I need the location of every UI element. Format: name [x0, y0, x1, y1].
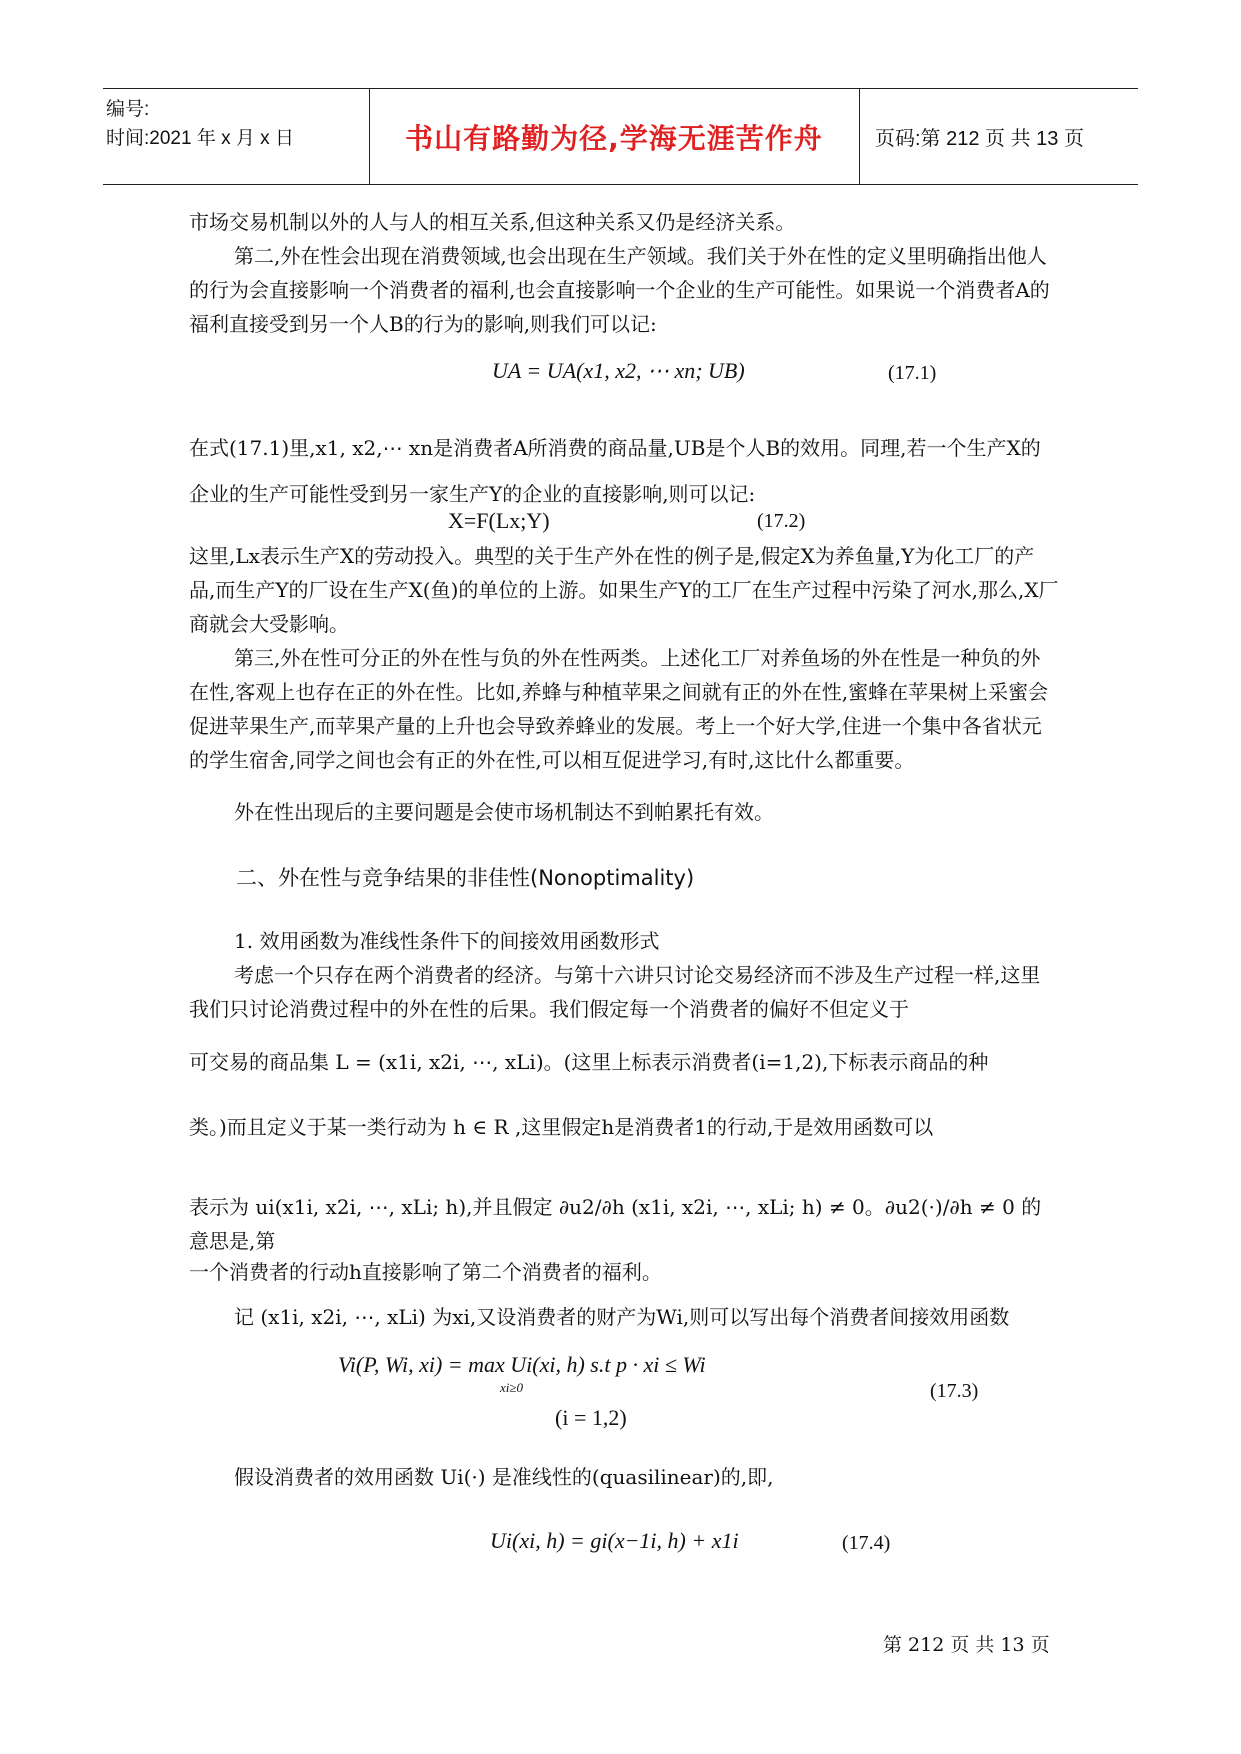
header-time-label: 时间:2021 年 x 月 x 日 — [106, 128, 294, 149]
paragraph-8: 可交易的商品集 L = (x1i, x2i, ⋯, xLi)。(这里上标表示消费者(i=1,2),下标表示商品的种 — [189, 1050, 989, 1074]
header-page-info: 页码:第 212 页 共 13 页 — [875, 128, 1084, 150]
equation-17-3-number: (17.3) — [930, 1380, 979, 1402]
paragraph-6: 外在性出现后的主要问题是会使市场机制达不到帕累托有效。 — [234, 800, 774, 824]
paragraph-12: 记 (x1i, x2i, ⋯, xLi) 为xi,又设消费者的财产为Wi,则可以写出每个消费者间接效用函数 — [234, 1305, 1010, 1329]
header-meta — [103, 89, 370, 184]
paragraph-9: 类。)而且定义于某一类行动为 h ∈ R ,这里假定h是消费者1的行动,于是效用函数可以 — [189, 1115, 934, 1139]
paragraph-7: 考虑一个只存在两个消费者的经济。与第十六讲只讨论交易经济而不涉及生产过程一样,这里我们只讨论消费过程中的外在性的后果。我们假定每一个消费者的偏好不但定义于 — [189, 963, 1041, 1021]
subsection-heading: 1. 效用函数为准线性条件下的间接效用函数形式 — [234, 929, 660, 953]
paragraph-4: 这里,Lx表示生产X的劳动投入。典型的关于生产外在性的例子是,假定X为养鱼量,Y为化工厂的产品,而生产Y的厂设在生产X(鱼)的单位的上游。如果生产Y的工厂在生产过程中污染了河水,那么,X厂商就会大受影响。 — [189, 544, 1059, 636]
paragraph-13: 假设消费者的效用函数 Ui(·) 是准线性的(quasilinear)的,即, — [234, 1465, 774, 1489]
paragraph-10: 表示为 ui(x1i, x2i, ⋯, xLi; h),并且假定 ∂u2/∂h (x1i, x2i, ⋯, xLi; h) ≠ 0。∂u2(·)/∂h ≠ 0 的意思是,第 — [189, 1195, 1042, 1253]
page-footer: 第 212 页 共 13 页 — [883, 1634, 1050, 1656]
paragraph-2: 第二,外在性会出现在消费领域,也会出现在生产领域。我们关于外在性的定义里明确指出他人的行为会直接影响一个消费者的福利,也会直接影响一个企业的生产可能性。如果说一个消费者A的福利直接受到另一个人B的行为的影响,则我们可以记: — [189, 244, 1050, 336]
section-heading: 二、外在性与竞争结果的非佳性(Nonoptimality) — [236, 866, 695, 890]
equation-17-4-number: (17.4) — [842, 1532, 891, 1554]
paragraph-3: 在式(17.1)里,x1, x2,⋯ xn是消费者A所消费的商品量,UB是个人B的效用。同理,若一个生产X的企业的生产可能性受到另一家生产Y的企业的直接影响,则可以记: — [189, 436, 1041, 506]
paragraph-5: 第三,外在性可分正的外在性与负的外在性两类。上述化工厂对养鱼场的外在性是一种负的外在性,客观上也存在正的外在性。比如,养蜂与种植苹果之间就有正的外在性,蜜蜂在苹果树上采蜜会促进苹果生产,而苹果产量的上升也会导致养蜂业的发展。考上一个好大学,住进一个集中各省状元的学生宿舍,同学之间也会有正的外在性,可以相互促进学习,有时,这比什么都重要。 — [189, 646, 1049, 772]
header-number-label: 编号: — [106, 99, 150, 120]
equation-17-1: UA = UA(x1, x2, ⋯ xn; UB) — [492, 358, 745, 383]
paragraph-1: 市场交易机制以外的人与人的相互关系,但这种关系又仍是经济关系。 — [189, 210, 796, 234]
equation-17-3-subscript: xi≥0 — [500, 1380, 524, 1395]
paragraph-11: 一个消费者的行动h直接影响了第二个消费者的福利。 — [189, 1260, 662, 1284]
equation-17-2-number: (17.2) — [757, 510, 806, 532]
equation-17-3-condition: (i = 1,2) — [555, 1405, 627, 1430]
equation-17-1-number: (17.1) — [888, 362, 937, 384]
equation-17-2: X=F(Lx;Y) — [448, 508, 550, 533]
page-header — [103, 88, 1138, 185]
header-motto: 书山有路勤为径,学海无涯苦作舟 — [369, 89, 860, 184]
equation-17-4: Ui(xi, h) = gi(x−1i, h) + x1i — [490, 1528, 739, 1553]
equation-17-3: Vi(P, Wi, xi) = max Ui(xi, h) s.t p · xi ≤ Wi — [338, 1352, 706, 1377]
